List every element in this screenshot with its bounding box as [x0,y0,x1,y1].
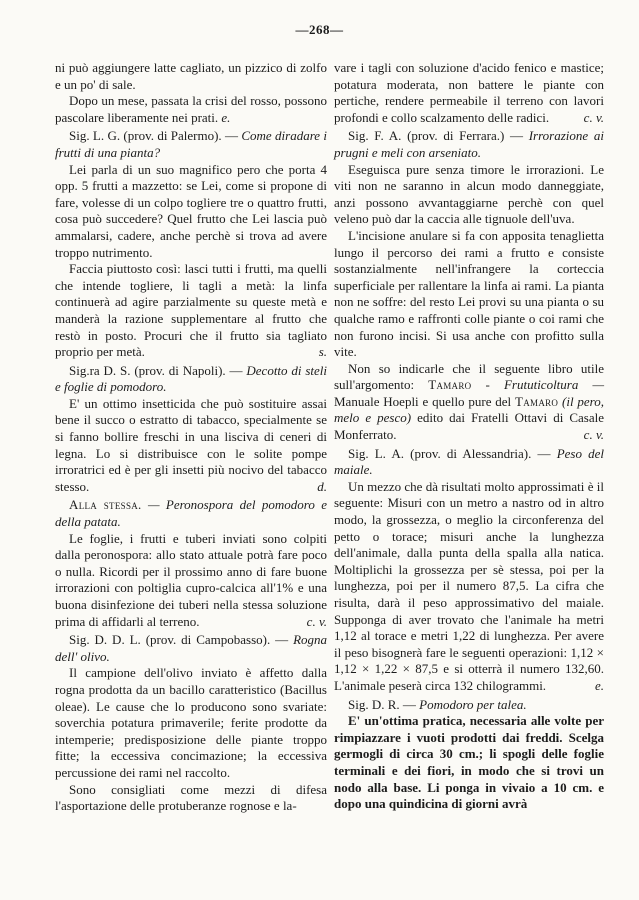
question-title: Pomodoro per talea. [419,696,527,712]
question-heading: Sig. L. A. (prov. di Alessandria). — Peso del maiale. [334,445,604,478]
answer-paragraph: Un mezzo che dà risultati molto approssimati è il seguente: Misuri con un metro a nastro od in altro modo, la grossezza, o meglio la circonferenza del petto o torace; misuri anche la lunghezza dell'animale, dalla punta della spalla alla natica. Moltiplichi la grossezza per sè stessa, poi per la lunghezza, poi per il numero 87,5. La cifra che risulta, darà il peso approssimativo del maiale. Supponga di aver trovato che l'animale ha metri 1,12 al torace e metri 1,22 di lunghezza. Per avere il peso bisognerà fare le seguenti operazioni: 1,12 × 1,12 × 1,22 × 87,5 e si otterrà il numero 132,60. L'animale peserà circa 132 chilogrammi. e. [334,478,604,693]
signature: e. [594,677,604,693]
right-column [334,60,604,813]
left-column [55,60,327,815]
page-number: —268— [295,22,344,37]
answer-paragraph: Sono consigliati come mezzi di difesa l'asportazione delle protuberanze rognose e la- [55,781,327,814]
answer-paragraph: Lei parla di un suo magnifico pero che porta 4 opp. 5 frutti a mazzetto: se Lei, come si propone di fare, volesse di un colpo togliere tre o quattro frutti, cosa può succedere? Quel frutto che Lei lascia può ammalarsi, cadere, anche perchè si trova ad avere troppo nutrimento. [55,161,327,260]
question-heading: Sig.ra D. S. (prov. di Napoli). — Decotto di steli e foglie di pomodoro. [55,362,328,395]
question-title: — Peronospora del pomodoro e della patata. [55,497,327,530]
question-title: Peso del maiale. [334,445,604,478]
question-heading: Sig. D. D. L. (prov. di Campobasso). — Rogna dell' olivo. [55,632,328,664]
answer-paragraph: Le foglie, i frutti e tuberi inviati sono colpiti dalla peronospora: allo stato attuale potrà fare poco o nulla. Ricordi per il prossimo anno di fare buone irrorazioni con poltiglia cupro-calcica all'1% e una buona disinfezione dei tuberi nella stessa soluzione prima di affidarli al terreno. c. v. [55,530,327,629]
answer-paragraph: Non so indicarle che il seguente libro utile sull'argomento: Tamaro - Frututicoltura — Manuale Hoepli e quello pure del Tamaro (il pero, melo e pesco) edito dai Fratelli Ottavi di Casale Monferrato. c. v. [334,360,605,443]
question-title: Come diradare i frutti di una pianta? [55,128,328,160]
question-title: Decotto di steli e foglie di pomodoro. [55,362,328,395]
answer-paragraph: L'incisione anulare si fa con apposita tenaglietta lungo il percorso dei rami a frutto e consiste sostanzialmente nell'infrangere la corteccia superficiale per rallentare la linfa ai rami. La pianta non ne soffre: del resto Lei provi su una pianta o su qualche ramo e raffronti colle piante o coi rami che non furono incisi. Si usa anche con profitto sulla vite. [334,227,604,360]
signature: c. v. [583,109,604,125]
answer-paragraph: Faccia piuttosto così: lasci tutti i frutti, ma quelli che intende togliere, li tagli a metà: la linfa continuerà ad agire parzialmente su queste metà e manderà la razione supplementare al frutto che restò in posto. Procuri che il frutto sia tagliato proprio per metà. s. [55,261,327,360]
question-heading: Sig. L. G. (prov. di Palermo). — Come diradare i frutti di una pianta? [55,128,328,160]
question-title: Irrorazione ai prugni e meli con arseniato. [334,128,605,160]
paragraph: ni può aggiungere latte cagliato, un pizzico di zolfo e un po' di sale. [55,60,327,92]
question-heading: Alla stessa. — Peronospora del pomodoro e della patata. [55,497,327,530]
answer-paragraph: E' un ottimo insetticida che può sostituire assai bene il succo o estratto di tabacco, specialmente se si fanno bollire freschi in una lisciva di ceneri di legna. Lo si distribuisce con le solite pompe irroratrici ed è per gli insetti più nocivo del tabacco stesso. d. [55,395,327,494]
signature: s. [318,344,327,360]
signature: c. v. [583,427,604,443]
answer-paragraph: Eseguisca pure senza timore le irrorazioni. Le viti non ne saranno in alcun modo danneggiate, anzi possono avvantaggiarne perchè con quel veleno può dar la caccia alle tignuole dell'uva. [334,161,604,227]
answer-paragraph: Il campione dell'olivo inviato è affetto dalla rogna prodotta da un bacillo caratteristico (Bacillus oleae). Le cause che lo producono sono svariate: soverchia potatura primaverile; ferite prodotte da intemperie; predisposizione delle piante troppo fitte; la eccessiva concimazione; la eccessiva percussione dei rami nel raccolto. [55,665,327,780]
answer-paragraph: E' un'ottima pratica, necessaria alle volte per rimpiazzare i vuoti prodotti dai freddi. Scelga germogli di circa 30 cm.; li spogli delle foglie terminali e dei fiori, in modo che si trovi un nodo alla base. Li ponga in vivaio a 10 cm. e dopo una quindicina di giorni avrà [334,713,604,812]
question-title: Rogna dell' olivo. [55,632,328,664]
question-heading: Sig. D. R. — Pomodoro per talea. [348,696,527,712]
question-heading: Sig. F. A. (prov. di Ferrara.) — Irrorazione ai prugni e meli con arseniato. [334,128,605,160]
signature: d. [317,478,327,494]
signature: c. v. [306,613,327,629]
paragraph: vare i tagli con soluzione d'acido fenico e mastice; potatura moderata, non battere le piante con pertiche, rendere permeabile il terreno con lavori profondi e collo scalzamento delle radici. c. v. [334,60,604,125]
signature: e. [221,109,231,125]
paragraph: Dopo un mese, passata la crisi del rosso, possono pascolare liberamente nei prati. e. [55,93,327,125]
